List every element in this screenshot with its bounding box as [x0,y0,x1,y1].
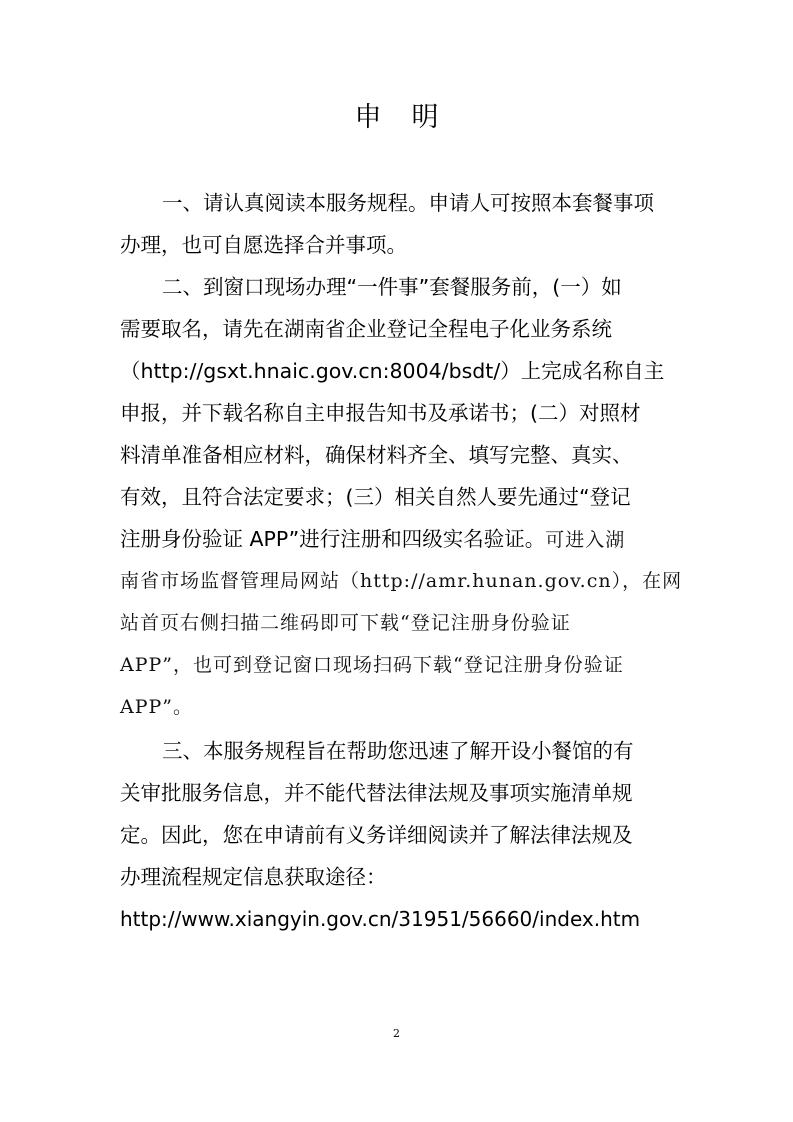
paragraph-2-line-2: 需要取名，请先在湖南省企业登记全程电子化业务系统 [120,317,612,341]
page-title [0,98,793,138]
paragraph-2-line-8: 南省市场监督管理局网站（http://amr.hunan.gov.cn），在网 [120,570,683,592]
paragraph-1-line-2: 办理，也可自愿选择合并事项。 [120,233,407,257]
paragraph-1-line-1: 一、请认真阅读本服务规程。申请人可按照本套餐事项 [162,191,654,215]
title-char-2: 明 [411,102,439,133]
paragraph-2-line-1: 二、到窗口现场办理“一件事”套餐服务前，(一）如 [162,275,622,299]
paragraph-3-line-4: 办理流程规定信息获取途径： [120,865,387,889]
paragraph-2-line-11: APP”。 [120,696,194,718]
page-number: 2 [393,1027,400,1040]
paragraph-3-line-1: 三、本服务规程旨在帮助您迅速了解开设小餐馆的有 [162,739,634,763]
paragraph-2-line-7-serif: 可进入湖 [545,529,626,551]
paragraph-2-line-3: （http://gsxt.hnaic.gov.cn:8004/bsdt/）上完成名称自主 [120,359,665,383]
paragraph-2-line-9: 站首页右侧扫描二维码即可下载“登记注册身份验证 [120,612,571,634]
paragraph-3-line-3: 定。因此，您在申请前有义务详细阅读并了解法律法规及 [120,823,633,847]
title-char-1: 申 [354,102,382,133]
paragraph-2-line-7 [120,524,680,554]
paragraph-2-line-4: 申报，并下载名称自主申报告知书及承诺书；(二）对照材 [120,401,641,425]
paragraph-2-line-7-text: 注册身份验证 APP”进行注册和四级实名验证。 [120,527,546,551]
info-url: http://www.xiangyin.gov.cn/31951/56660/index.htm [120,907,641,931]
paragraph-3-line-2: 关审批服务信息，并不能代替法律法规及事项实施清单规 [120,781,633,805]
paragraph-2-line-10: APP”，也可到登记窗口现场扫码下载“登记注册身份验证 [120,654,624,676]
paragraph-2-line-5: 料清单准备相应材料，确保材料齐全、填写完整、真实、 [120,443,633,467]
paragraph-2-line-6: 有效，且符合法定要求；(三）相关自然人要先通过“登记 [120,485,631,509]
